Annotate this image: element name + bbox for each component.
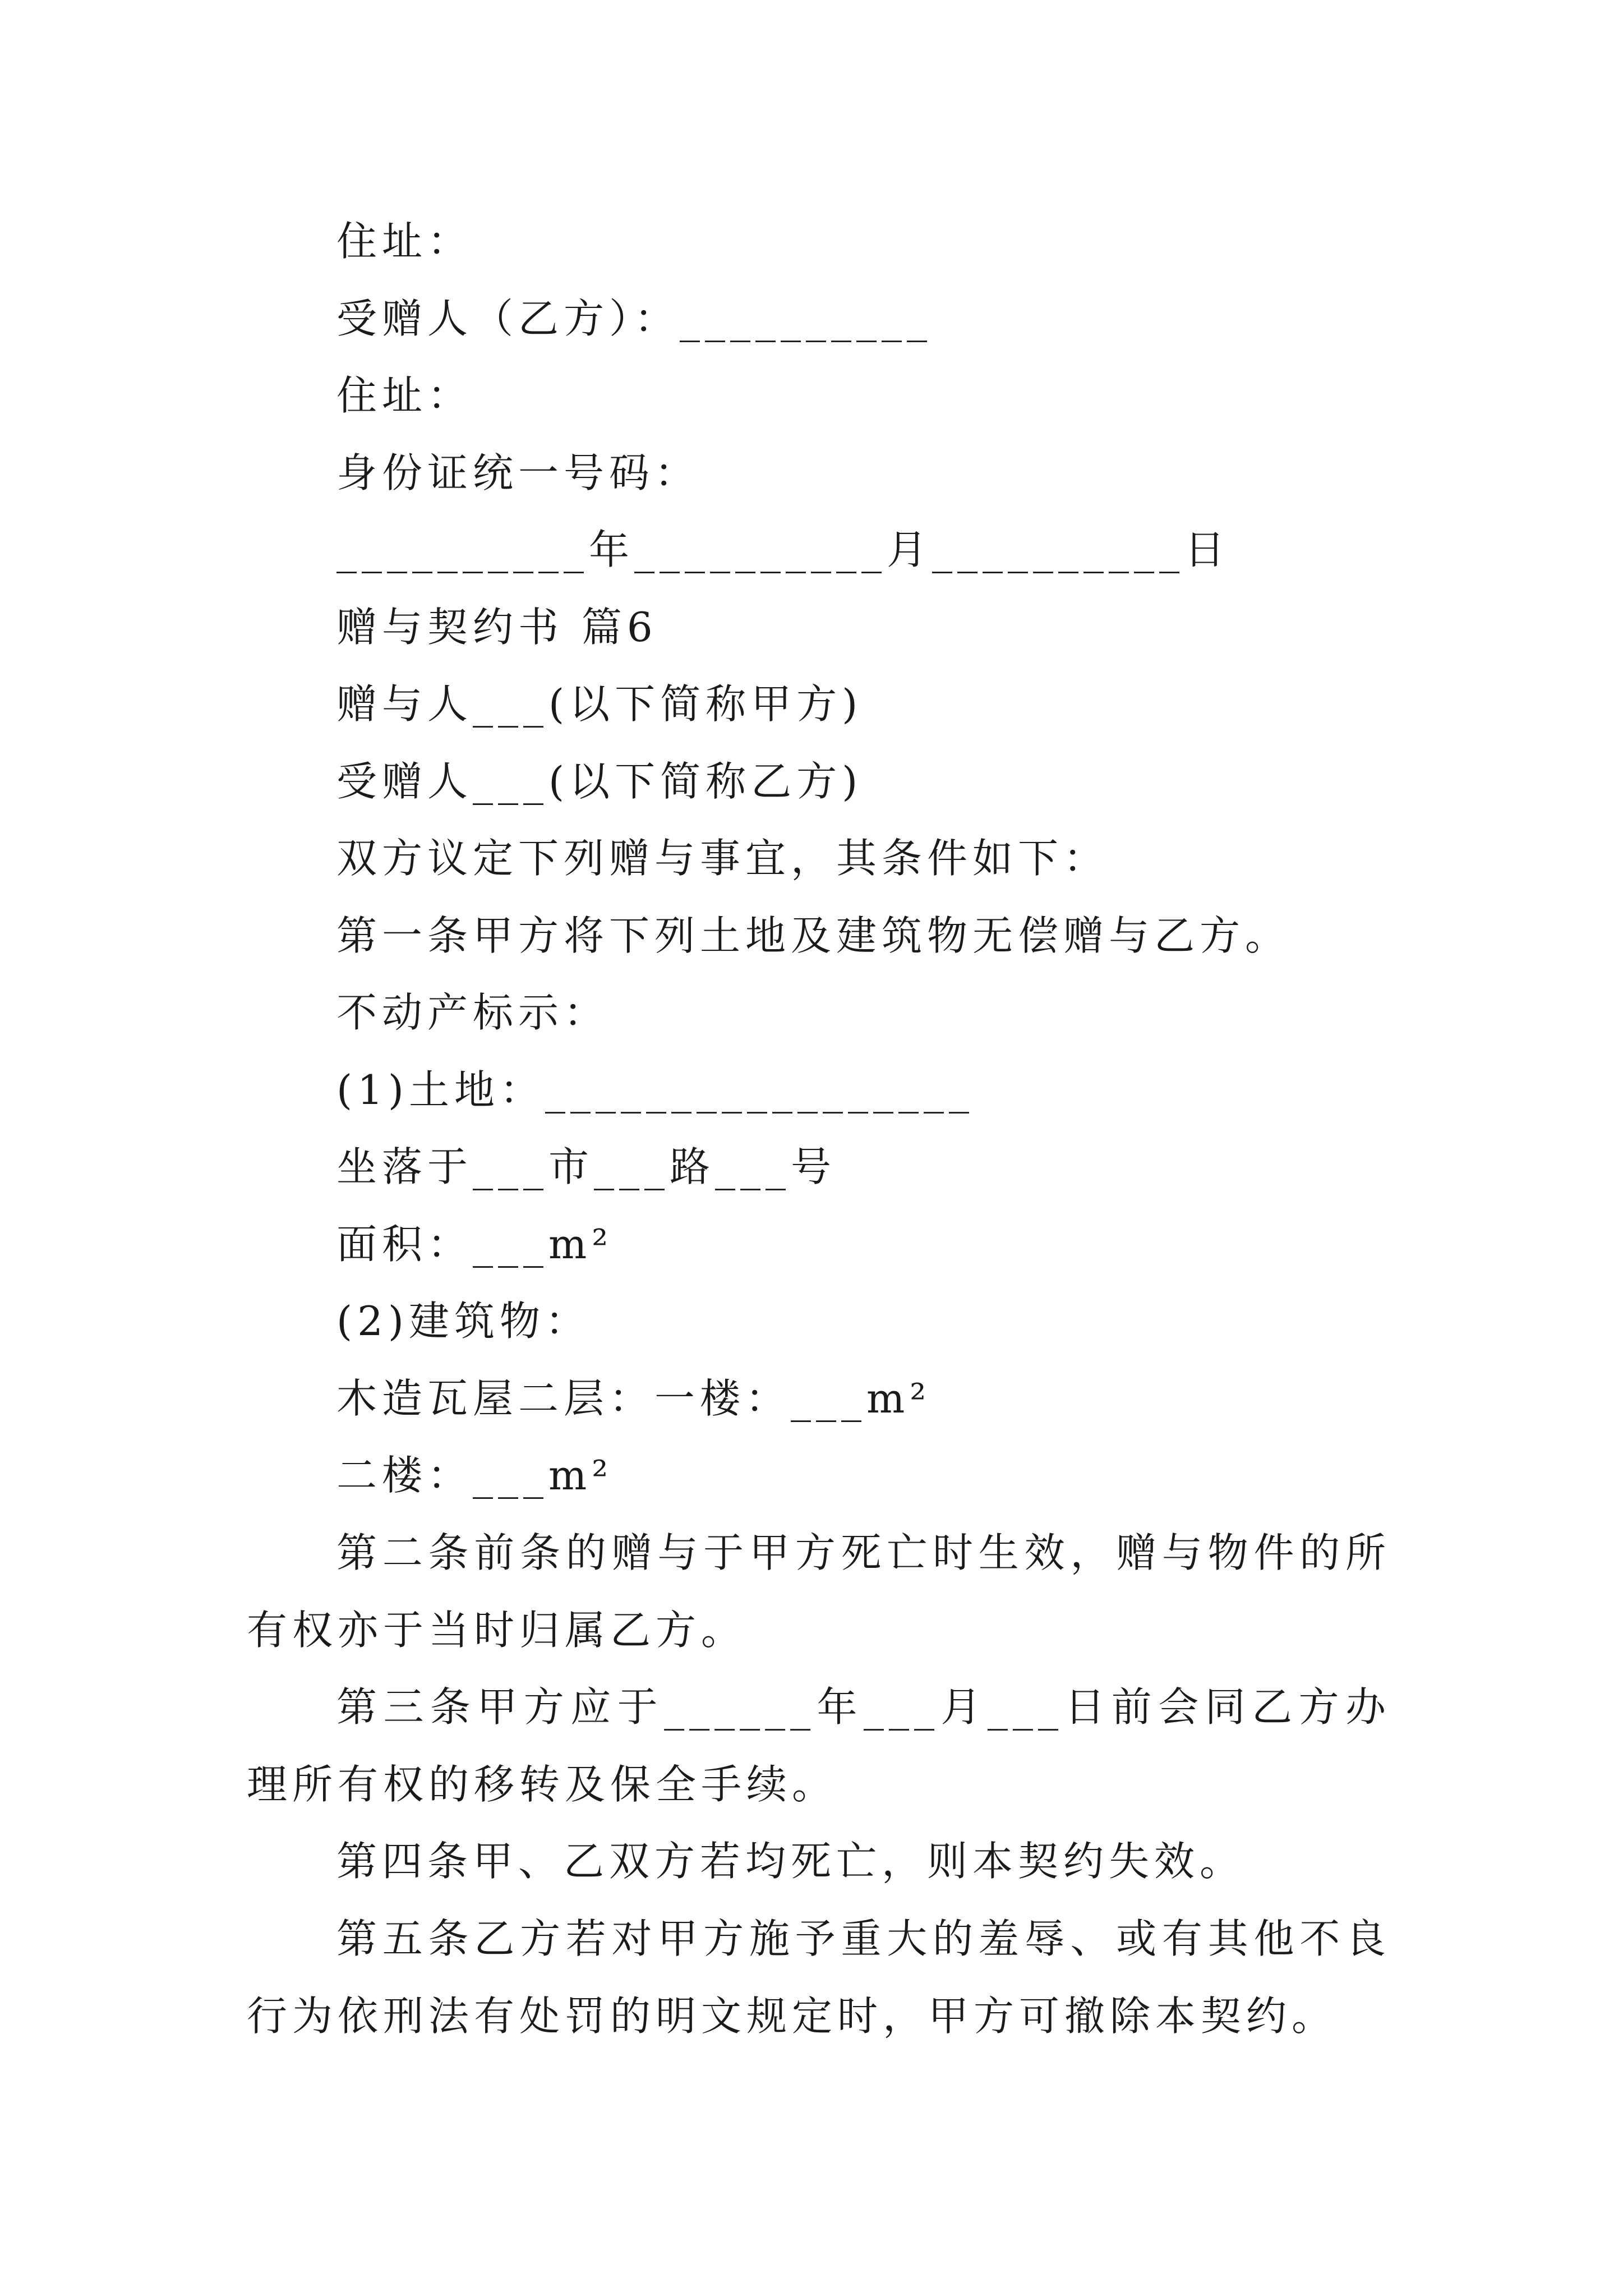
article-2: 第二条前条的赠与于甲方死亡时生效，赠与物件的所有权亦于当时归属乙方。 (247, 1529, 1391, 1654)
donee-line: 受赠人___(以下简称乙方) (336, 758, 863, 805)
article-4: 第四条甲、乙双方若均死亡，则本契约失效。 (336, 1838, 1246, 1885)
first-floor-line: 木造瓦屋二层：一楼：___m² (336, 1375, 932, 1422)
id-number-line: 身份证统一号码： (336, 449, 700, 496)
address-line-donor: 住址： (336, 218, 473, 265)
section-title: 赠与契约书 篇6 (336, 604, 658, 651)
article-1: 第一条甲方将下列土地及建筑物无偿赠与乙方。 (336, 912, 1291, 959)
second-floor-line: 二楼：___m² (336, 1452, 614, 1499)
article-3: 第三条甲方应于______年___月___日前会同乙方办理所有权的移转及保全手续。 (247, 1683, 1391, 1808)
article-5: 第五条乙方若对甲方施予重大的羞辱、或有其他不良行为依刑法有处罚的明文规定时，甲方可撤除本契约。 (247, 1915, 1391, 2040)
agreement-intro: 双方议定下列赠与事宜，其条件如下： (336, 835, 1109, 882)
location-line: 坐落于___市___路___号 (336, 1143, 837, 1190)
property-label: 不动产标示： (336, 989, 610, 1036)
land-line: (1)土地：_________________ (336, 1066, 974, 1114)
donee-party-b-line: 受赠人（乙方）：__________ (336, 295, 933, 342)
date-line: __________年__________月__________日 (336, 526, 1230, 573)
address-line-donee: 住址： (336, 372, 473, 419)
area-line: 面积：___m² (336, 1221, 614, 1268)
donor-line: 赠与人___(以下简称甲方) (336, 680, 863, 728)
building-line: (2)建筑物： (336, 1297, 591, 1345)
